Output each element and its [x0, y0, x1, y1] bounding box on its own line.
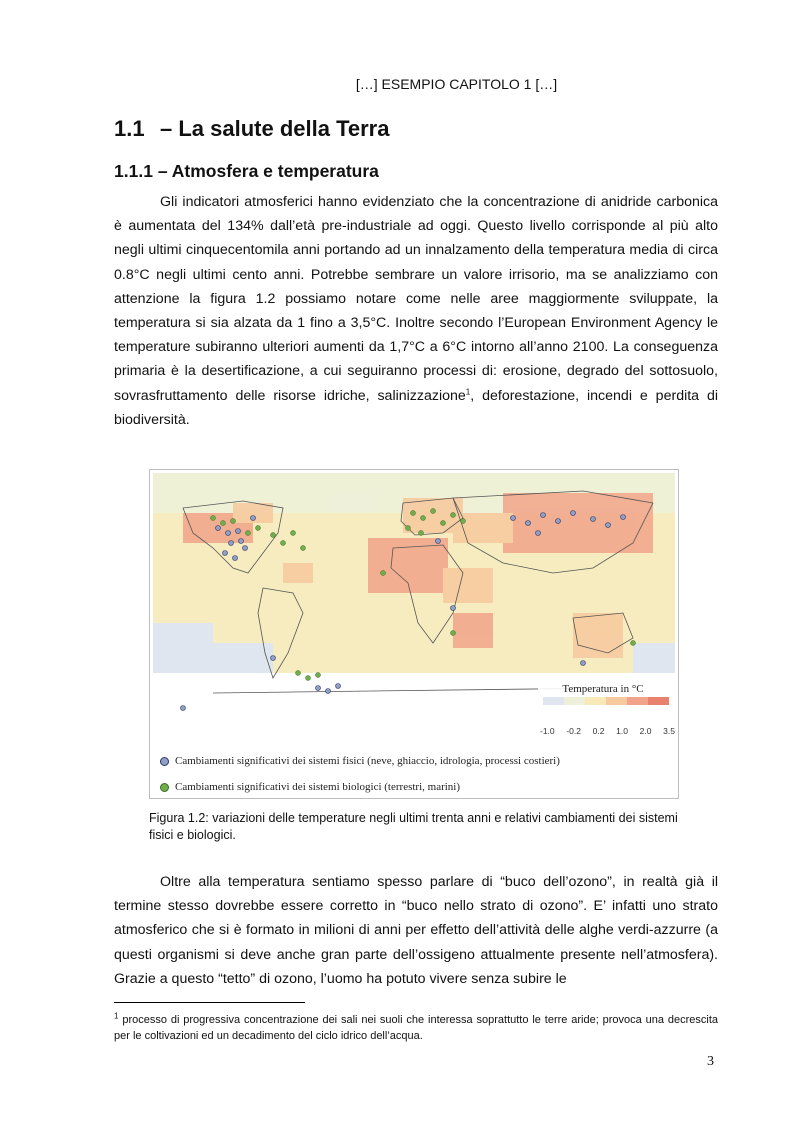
temperature-legend — [538, 678, 672, 713]
scale-label-3: 0.2 — [592, 726, 605, 736]
scale-label-6: 3.5 — [663, 726, 675, 736]
legend-biological-label: Cambiamenti significativi dei sistemi biologici (terrestri, marini) — [175, 781, 461, 793]
world-temperature-map — [153, 473, 675, 713]
scale-label-5: 2.0 — [639, 726, 652, 736]
paragraph-text: Gli indicatori atmosferici hanno evidenziato che la concentrazione di anidride carbonica è aumentata del 134% dall’età pre-industriale ad oggi. Questo livello corrisponde al più alto negli ultimi cinquecentomila anni portando ad un innalzamento della temperatura media di circa 0.8°C negli ultimi cento anni. Potrebbe sembrare un valore irrisorio, ma se analizziamo con attenzione la figura 1.2 possiamo notare come nelle aree maggiormente sviluppate, la temperatura si sia alzata da 1 fino a 3,5°C. Inoltre secondo l’European Environment Agency le temperature subiranno ulteriori aumenti da 1,7°C a 6°C intorno all’anno 2100. La conseguenza primaria è la desertificazione, a cui seguiranno processi di: erosione, degrado del sottosuolo, sovrasfruttamento delle risorse idriche, salinizzazione — [114, 194, 718, 404]
legend-swatch-6 — [648, 697, 669, 705]
figure-caption: Figura 1.2: variazioni delle temperature negli ultimi trenta anni e relativi cambiamenti dei sistemi fisici e biologici. — [149, 811, 678, 842]
footnote-marker: 1 — [114, 1011, 119, 1021]
paragraph-text: Oltre alla temperatura sentiamo spesso parlare di “buco dell’ozono”, in realtà già il termine stesso dovrebbe essere corretto in “buco nello strato di ozono”. E’ infatti uno strato atmosferico che si è formato in milioni di anni per effetto dell’attività delle alghe verdi-azzurre (a questi organismi si deve anche gran parte dell’ossigeno attualmente presente nell’atmosfera). Grazie a questo “tetto” di ozono, l’uomo ha potuto vivere senza subire le — [114, 874, 718, 987]
biological-dot-icon — [160, 783, 169, 792]
chapter-label: […] ESEMPIO CAPITOLO 1 […] — [355, 76, 558, 92]
paragraph-atmosphere — [114, 190, 718, 432]
subsection-title: – Atmosfera e temperatura — [157, 161, 379, 181]
paragraph-text-end: , deforestazione, incendi e perdita di biodiversità. — [114, 387, 719, 428]
footnote-text: processo di progressiva concentrazione dei sali nei suoli che interessa soprattutto le terre aride; provoca una decrescita per le coltivazioni ed un decadimento del ciclo idrico dell’acqua. — [114, 1014, 718, 1042]
footnote-separator — [114, 1002, 305, 1003]
legend-title: Temperatura in °C — [562, 683, 644, 695]
legend-swatch-5 — [627, 697, 648, 705]
physical-dot-icon — [160, 757, 169, 766]
section-number: 1.1 — [114, 116, 145, 141]
legend-swatch-3 — [585, 697, 606, 705]
figure-temperature-map — [149, 469, 679, 799]
temperature-scale-labels — [540, 726, 675, 736]
legend-physical-systems — [160, 755, 560, 767]
subsection-heading — [114, 161, 379, 182]
legend-swatch-2 — [564, 697, 585, 705]
legend-physical-label: Cambiamenti significativi dei sistemi fisici (neve, ghiaccio, idrologia, processi costieri) — [175, 755, 560, 767]
paragraph-ozone — [114, 870, 718, 991]
scale-label-1: -1.0 — [540, 726, 555, 736]
page-number: 3 — [707, 1054, 714, 1069]
footnote-reference[interactable]: 1 — [465, 386, 471, 396]
scale-label-2: -0.2 — [566, 726, 581, 736]
legend-swatch-1 — [543, 697, 564, 705]
legend-biological-systems — [160, 781, 460, 793]
legend-swatch-4 — [606, 697, 627, 705]
section-title: – La salute della Terra — [160, 116, 390, 141]
subsection-number: 1.1.1 — [114, 161, 153, 181]
section-heading — [114, 116, 389, 142]
scale-label-4: 1.0 — [616, 726, 628, 736]
footnote — [114, 1012, 718, 1044]
